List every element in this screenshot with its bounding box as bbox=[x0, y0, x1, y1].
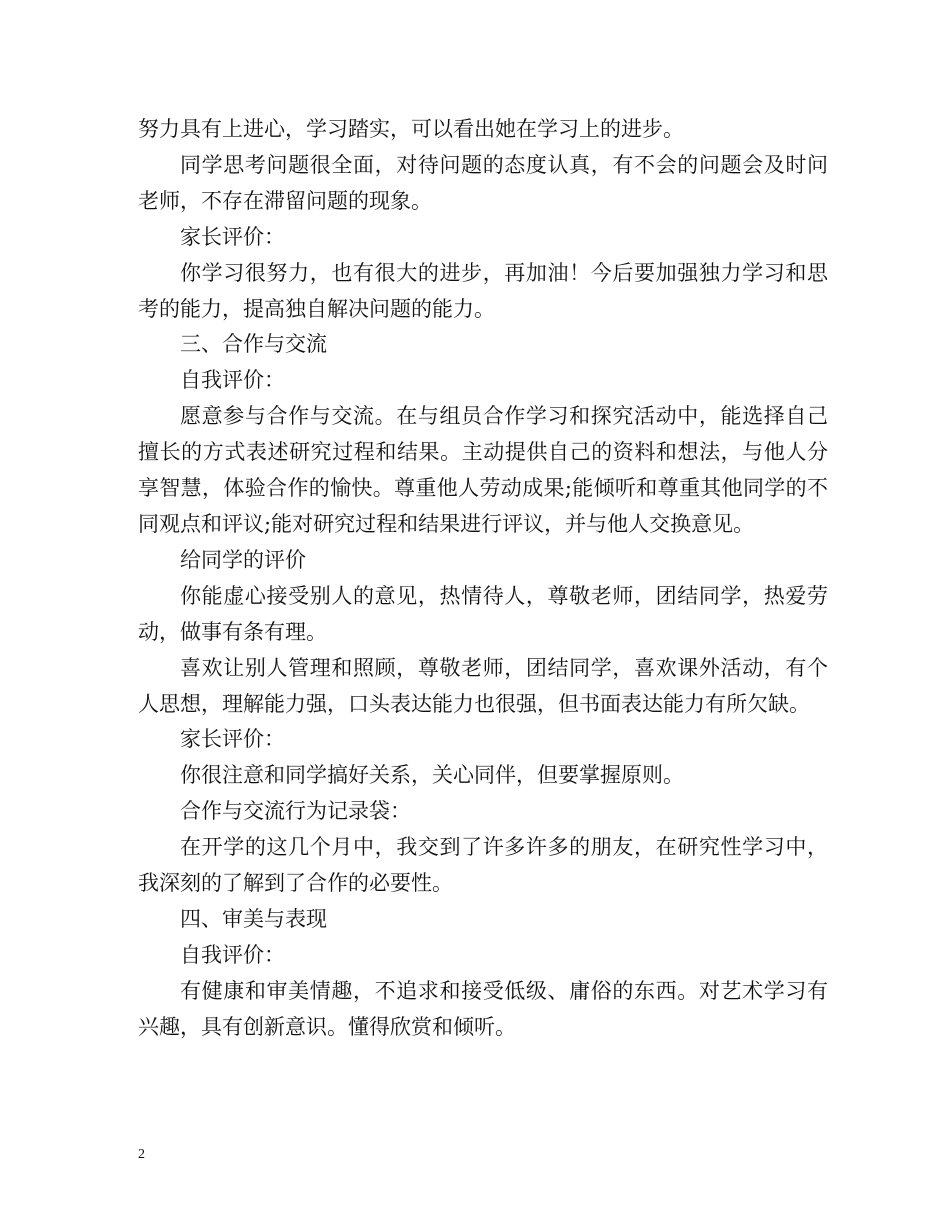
paragraph-label: 自我评价： bbox=[180, 368, 285, 393]
paragraph-label: 家长评价： bbox=[180, 224, 285, 249]
paragraph: 愿意参与合作与交流。在与组员合作学习和探究活动中，能选择自己擅长的方式表述研究过程和结果。主动提供自己的资料和想法，与他人分享智慧，体验合作的愉快。尊重他人劳动成果;能倾听和尊重其他同学的不同观点和评议;能对研究过程和结果进行评议，并与他人交换意见。 bbox=[138, 404, 828, 536]
document-body bbox=[138, 112, 828, 1046]
paragraph-label: 合作与交流行为记录袋： bbox=[180, 799, 411, 824]
paragraph-label: 给同学的评价 bbox=[180, 547, 306, 572]
paragraph: 你很注意和同学搞好关系，关心同伴，但要掌握原则。 bbox=[180, 763, 684, 788]
paragraph: 你能虚心接受别人的意见，热情待人，尊敬老师，团结同学，热爱劳动，做事有条有理。 bbox=[138, 583, 828, 644]
section-heading: 四、审美与表现 bbox=[180, 906, 327, 931]
paragraph-label: 家长评价： bbox=[180, 727, 285, 752]
paragraph: 喜欢让别人管理和照顾，尊敬老师，团结同学，喜欢课外活动，有个人思想，理解能力强，口头表达能力也很强，但书面表达能力有所欠缺。 bbox=[138, 655, 828, 716]
paragraph: 同学思考问题很全面，对待问题的态度认真，有不会的问题会及时问老师，不存在滞留问题的现象。 bbox=[138, 152, 828, 213]
paragraph: 有健康和审美情趣，不追求和接受低级、庸俗的东西。对艺术学习有兴趣，具有创新意识。懂得欣赏和倾听。 bbox=[138, 978, 828, 1039]
section-heading: 三、合作与交流 bbox=[180, 332, 327, 357]
paragraph-label: 自我评价： bbox=[180, 942, 285, 967]
paragraph: 你学习很努力，也有很大的进步，再加油！今后要加强独力学习和思考的能力，提高独自解决问题的能力。 bbox=[138, 260, 828, 321]
paragraph: 在开学的这几个月中，我交到了许多许多的朋友，在研究性学习中，我深刻的了解到了合作的必要性。 bbox=[138, 835, 828, 896]
paragraph-continuation: 努力具有上进心，学习踏实，可以看出她在学习上的进步。 bbox=[138, 117, 684, 141]
page-number: 2 bbox=[138, 1147, 145, 1162]
